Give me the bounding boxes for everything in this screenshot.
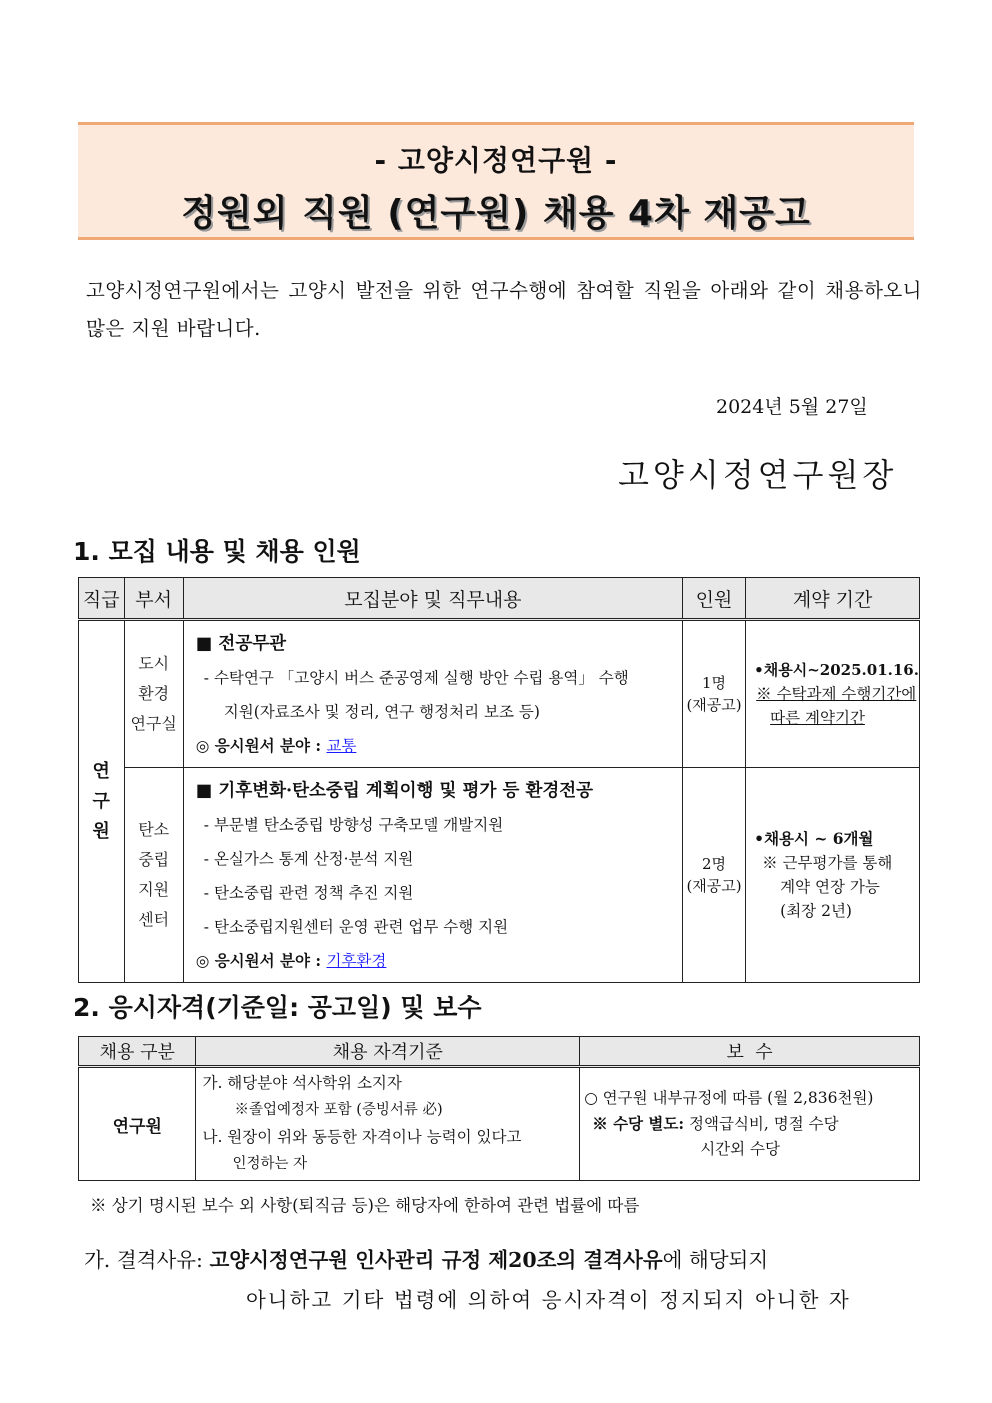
disq-line: 아니하고 기타 법령에 의하여 응시자격이 정지되지 아니한 자 (246, 1288, 851, 1312)
duty-line: - 부문별 탄소중립 방향성 구축모델 개발지원 (203, 816, 504, 834)
table-row (79, 620, 920, 768)
disq-suffix: 에 해당되지 (662, 1248, 769, 1272)
qual-line: 인정하는 자 (232, 1156, 308, 1172)
period-value: •채용시 ~ 6개월 (754, 829, 874, 848)
apply-label: ◎ 응시원서 분야 : (195, 736, 327, 755)
apply-field-line (196, 944, 676, 978)
duty-line: 지원(자료조사 및 정리, 연구 행정처리 보조 등) (223, 703, 540, 721)
disq-line (84, 1240, 851, 1280)
dept-line: 연구실 (130, 714, 177, 733)
period-note: 따른 계약기간 (770, 709, 865, 727)
pay-allowance: 정액급식비, 명절 수당 (684, 1115, 839, 1133)
col-level: 직급 (79, 578, 125, 620)
col-field: 모집분야 및 직무내용 (183, 578, 682, 620)
dept-line: 중립 (138, 850, 170, 869)
job-field: ■ 전공무관 (195, 634, 287, 654)
table-header-row (79, 578, 920, 620)
col-category: 채용 구분 (79, 1037, 196, 1067)
period-note: (최장 2년) (780, 902, 852, 920)
dept-line: 지원 (138, 880, 170, 899)
apply-field-line (196, 729, 676, 763)
section1-title: 1. 모집 내용 및 채용 인원 (73, 537, 361, 566)
title-banner (78, 122, 914, 240)
period-note: ※ 근무평가를 통해 (762, 854, 893, 872)
title-subtitle: - 고양시정연구원 - (374, 144, 618, 177)
duty-line: - 탄소중립지원센터 운영 관련 업무 수행 지원 (203, 918, 509, 936)
col-qualification: 채용 자격기준 (196, 1037, 580, 1067)
count-value: 1명 (702, 674, 727, 692)
dept-line: 탄소 (138, 820, 170, 839)
section2-title: 2. 응시자격(기준일: 공고일) 및 보수 (73, 993, 482, 1022)
apply-label: ◎ 응시원서 분야 : (195, 951, 327, 970)
page-title: 정원외 직원 (연구원) 채용 4차 재공고 (181, 193, 811, 234)
signer: 고양시정연구원장 (618, 456, 898, 494)
col-count: 인원 (682, 578, 745, 620)
count-note: (재공고) (686, 877, 742, 895)
period-note: 계약 연장 가능 (780, 878, 880, 896)
qual-line: 나. 원장이 위와 동등한 자격이나 능력이 있다고 (202, 1128, 522, 1146)
job-cell (183, 620, 682, 768)
dept-line: 환경 (138, 684, 170, 703)
dept-line: 센터 (138, 910, 170, 929)
duty-line: - 탄소중립 관련 정책 추진 지원 (203, 884, 414, 902)
pay-allowance-line (584, 1111, 915, 1137)
job-field: ■ 기후변화·탄소중립 계획이행 및 평가 등 환경전공 (195, 781, 594, 801)
dept-cell (124, 620, 183, 768)
apply-field-link[interactable]: 기후환경 (326, 952, 387, 970)
table-row (79, 768, 920, 983)
period-value: •채용시~2025.01.16. (754, 661, 919, 679)
dept-cell (124, 768, 183, 983)
category-cell: 연구원 (79, 1067, 196, 1181)
notice-date: 2024년 5월 27일 (716, 396, 868, 418)
job-cell (183, 768, 682, 983)
level-cell (79, 620, 125, 983)
col-period: 계약 기간 (746, 578, 920, 620)
duty-line: - 수탁연구 「고양시 버스 준공영제 실행 방안 수립 용역」 수행 (203, 669, 629, 687)
disq-bold: 고양시정연구원 인사관리 규정 제20조의 결격사유 (209, 1248, 663, 1272)
period-cell (746, 768, 920, 983)
dept-line: 도시 (138, 654, 170, 673)
intro-paragraph: 고양시정연구원에서는 고양시 발전을 위한 연구수행에 참여할 직원을 아래와 같이 채용하오니 많은 지원 바랍니다. (86, 279, 922, 340)
qualification-table (78, 1036, 920, 1181)
pay-line: 시간외 수당 (700, 1140, 780, 1158)
col-dept: 부서 (124, 578, 183, 620)
pay-note: ※ 상기 명시된 보수 외 사항(퇴직금 등)은 해당자에 한하여 관련 법률에 따름 (90, 1196, 640, 1215)
period-note: ※ 수탁과제 수행기간에 (756, 685, 917, 703)
disq-prefix: 가. 결격사유: (84, 1248, 210, 1272)
qual-line: 가. 해당분야 석사학위 소지자 (202, 1074, 402, 1092)
pay-allowance-label: ※ 수당 별도: (592, 1114, 685, 1133)
count-cell (682, 768, 745, 983)
count-note: (재공고) (686, 696, 742, 714)
recruitment-table (78, 577, 920, 983)
period-cell (746, 620, 920, 768)
duty-line: - 온실가스 통계 산정·분석 지원 (203, 850, 414, 868)
count-cell (682, 620, 745, 768)
pay-line: ○ 연구원 내부규정에 따름 (월 2,836천원) (584, 1089, 874, 1107)
table-header-row (79, 1037, 920, 1067)
col-pay: 보 수 (580, 1037, 920, 1067)
qualification-cell (196, 1067, 580, 1181)
table-row (79, 1067, 920, 1181)
count-value: 2명 (702, 855, 727, 873)
apply-field-link[interactable]: 교통 (326, 737, 357, 755)
pay-cell (580, 1067, 920, 1181)
disqualification-paragraph (84, 1240, 851, 1320)
qual-note: ※졸업예정자 포함 (증빙서류 必) (234, 1102, 443, 1118)
level-text: 연구원 (92, 760, 110, 842)
